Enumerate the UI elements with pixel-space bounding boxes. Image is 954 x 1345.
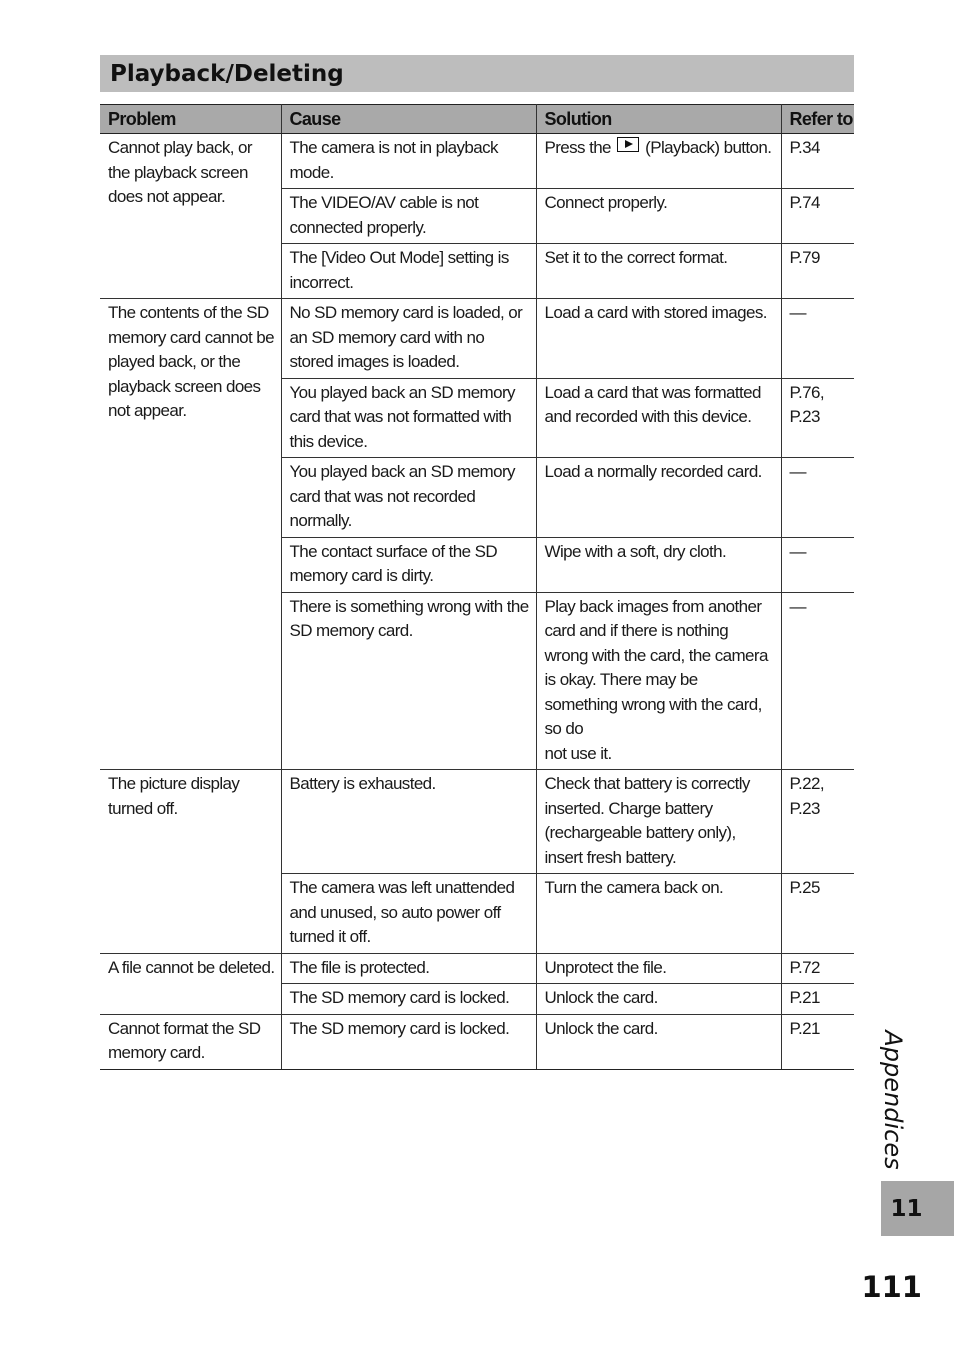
ref-line: P.23	[789, 798, 820, 818]
solution-text: not use it.	[544, 743, 612, 763]
solution-cell: Set it to the correct format.	[536, 244, 781, 299]
ref-cell: P.21	[781, 984, 854, 1015]
solution-cell: Unlock the card.	[536, 1014, 781, 1069]
cause-cell: The VIDEO/AV cable is not connected properly.	[281, 189, 536, 244]
ref-cell: P.79	[781, 244, 854, 299]
cause-cell: The SD memory card is locked.	[281, 984, 536, 1015]
page-number: 111	[861, 1270, 922, 1304]
ref-cell: —	[781, 299, 854, 379]
problem-cell: A file cannot be deleted.	[100, 953, 281, 1014]
ref-cell: —	[781, 458, 854, 538]
solution-cell	[536, 592, 781, 770]
header-cause: Cause	[281, 105, 536, 134]
ref-cell	[781, 378, 854, 458]
table-row	[100, 770, 854, 874]
solution-cell: Check that battery is correctly inserted. Charge battery (rechargeable battery only), insert fresh battery.	[536, 770, 781, 874]
cause-cell: The [Video Out Mode] setting is incorrect.	[281, 244, 536, 299]
cause-cell: No SD memory card is loaded, or an SD memory card with no stored images is loaded.	[281, 299, 536, 379]
ref-line: P.23	[789, 407, 820, 426]
ref-cell: P.34	[781, 134, 854, 189]
cause-cell: The camera is not in playback mode.	[281, 134, 536, 189]
ref-cell: P.21	[781, 1014, 854, 1069]
header-refer-to: Refer to	[781, 105, 854, 134]
solution-cell: Unprotect the file.	[536, 953, 781, 984]
section-header	[100, 55, 854, 92]
chapter-tab	[881, 1181, 954, 1236]
problem-cell: The contents of the SD memory card cannot be played back, or the playback screen does not appear.	[100, 299, 281, 770]
table-header-row	[100, 105, 854, 134]
cause-cell: You played back an SD memory card that was not formatted with this device.	[281, 378, 536, 458]
troubleshooting-table	[100, 104, 854, 1070]
problem-cell: The picture display turned off.	[100, 770, 281, 954]
problem-cell: Cannot format the SD memory card.	[100, 1014, 281, 1069]
ref-cell: —	[781, 592, 854, 770]
solution-cell: Connect properly.	[536, 189, 781, 244]
cause-cell: The contact surface of the SD memory card is dirty.	[281, 537, 536, 592]
cause-cell: You played back an SD memory card that was not recorded normally.	[281, 458, 536, 538]
solution-cell: Turn the camera back on.	[536, 874, 781, 954]
table-row	[100, 1014, 854, 1069]
cause-cell: Battery is exhausted.	[281, 770, 536, 874]
cause-cell: There is something wrong with the SD memory card.	[281, 592, 536, 770]
table-row	[100, 299, 854, 379]
solution-text: (Playback) button.	[645, 138, 772, 157]
header-problem: Problem	[100, 105, 281, 134]
ref-line: P.22,	[789, 774, 825, 793]
solution-cell: Unlock the card.	[536, 984, 781, 1015]
ref-cell	[781, 770, 854, 874]
solution-text: Play back images from another card and if there is nothing wrong with the card, the camera is okay. There may be something wrong with the card, so do	[544, 596, 768, 738]
cause-cell: The file is protected.	[281, 953, 536, 984]
chapter-number: 11	[890, 1195, 923, 1222]
playback-icon	[617, 137, 639, 152]
solution-text: Press the	[544, 138, 611, 157]
ref-cell: P.25	[781, 874, 854, 954]
header-solution: Solution	[536, 105, 781, 134]
section-title: Playback/Deleting	[110, 60, 344, 87]
ref-cell: P.72	[781, 953, 854, 984]
cause-cell: The camera was left unattended and unused, so auto power off turned it off.	[281, 874, 536, 954]
appendices-side-label: Appendices	[879, 1030, 907, 1170]
solution-cell	[536, 134, 781, 189]
problem-cell: Cannot play back, or the playback screen does not appear.	[100, 134, 281, 299]
table-row	[100, 134, 854, 189]
ref-cell: —	[781, 537, 854, 592]
solution-cell: Load a card with stored images.	[536, 299, 781, 379]
ref-cell: P.74	[781, 189, 854, 244]
table-row	[100, 953, 854, 984]
ref-line: P.76,	[789, 382, 825, 402]
solution-cell: Wipe with a soft, dry cloth.	[536, 537, 781, 592]
solution-cell: Load a card that was formatted and recorded with this device.	[536, 378, 781, 458]
cause-cell: The SD memory card is locked.	[281, 1014, 536, 1069]
solution-cell: Load a normally recorded card.	[536, 458, 781, 538]
